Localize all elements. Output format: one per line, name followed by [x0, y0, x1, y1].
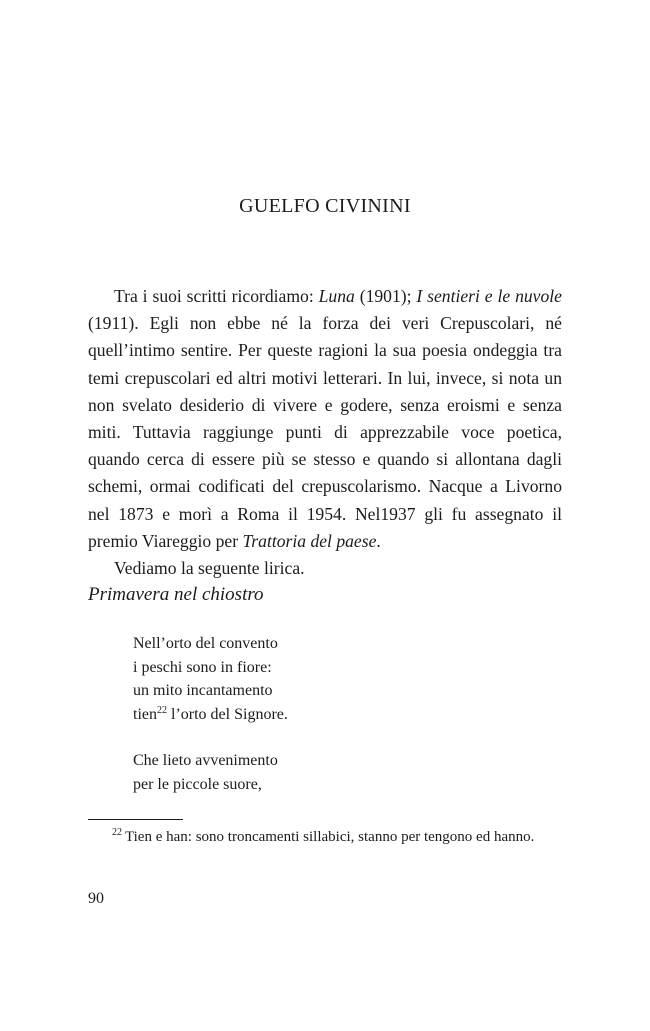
poem-verse: i peschi sono in fiore:: [133, 658, 272, 676]
poem-title: Primavera nel chiostro: [88, 584, 264, 605]
paragraph: [88, 283, 562, 555]
paragraph-text: (1901);: [354, 286, 417, 306]
poem-verse: Nell’orto del convento: [133, 635, 278, 652]
intro-text: [88, 283, 562, 582]
paragraph-text: Tra i suoi scritti ricordiamo:: [114, 286, 319, 306]
poem-stanza: [133, 749, 288, 796]
poem-verse: un mito incantamento: [133, 682, 273, 699]
footnote-text: Tien e han: sono troncamenti sillabici, stanno per tengono ed hanno.: [125, 829, 535, 845]
footnote: [88, 826, 562, 849]
chapter-title: GUELFO CIVININI: [239, 195, 411, 217]
paragraph-text: .: [376, 530, 381, 551]
poem: [133, 632, 288, 819]
paragraph: [88, 555, 562, 582]
book-title: I sentieri e le nuvole: [416, 286, 562, 306]
footnote-marker: 22: [112, 827, 122, 838]
footnote-reference: 22: [157, 704, 167, 716]
poem-verse: per le piccole suore,: [133, 775, 262, 793]
poem-verse: Che lieto avvenimento: [133, 752, 278, 769]
paragraph-text: Vediamo la seguente lirica.: [114, 558, 305, 579]
poem-verse: [133, 703, 288, 727]
book-title: Luna: [318, 286, 355, 306]
verse-text: l’orto del Signore.: [167, 705, 288, 723]
verse-text: tien: [133, 705, 157, 723]
paragraph-text: (1911). Egli non ebbe né la forza dei veri Crepuscolari, né quell’intimo sentire. Per queste ragioni la sua poesia ondeggia tra temi crepuscolari ed altri motivi letterari. In lui, invece, si nota un non svelato desiderio di vivere e godere, senza eroismi e senza miti. Tuttavia raggiunge punti di apprezzabile voce poetica, quando cerca di essere più se stesso e quando si allontana dagli schemi, ormai codificati del crepuscolarismo. Nacque a Livorno nel 1873 e morì a Roma il 1954. Nel1937 gli fu assegnato il premio Viareggio per: [88, 313, 562, 551]
book-title: Trattoria del paese: [242, 530, 377, 551]
footnote-divider: [88, 819, 183, 820]
poem-stanza: [133, 632, 288, 726]
page-number: 90: [88, 890, 104, 907]
